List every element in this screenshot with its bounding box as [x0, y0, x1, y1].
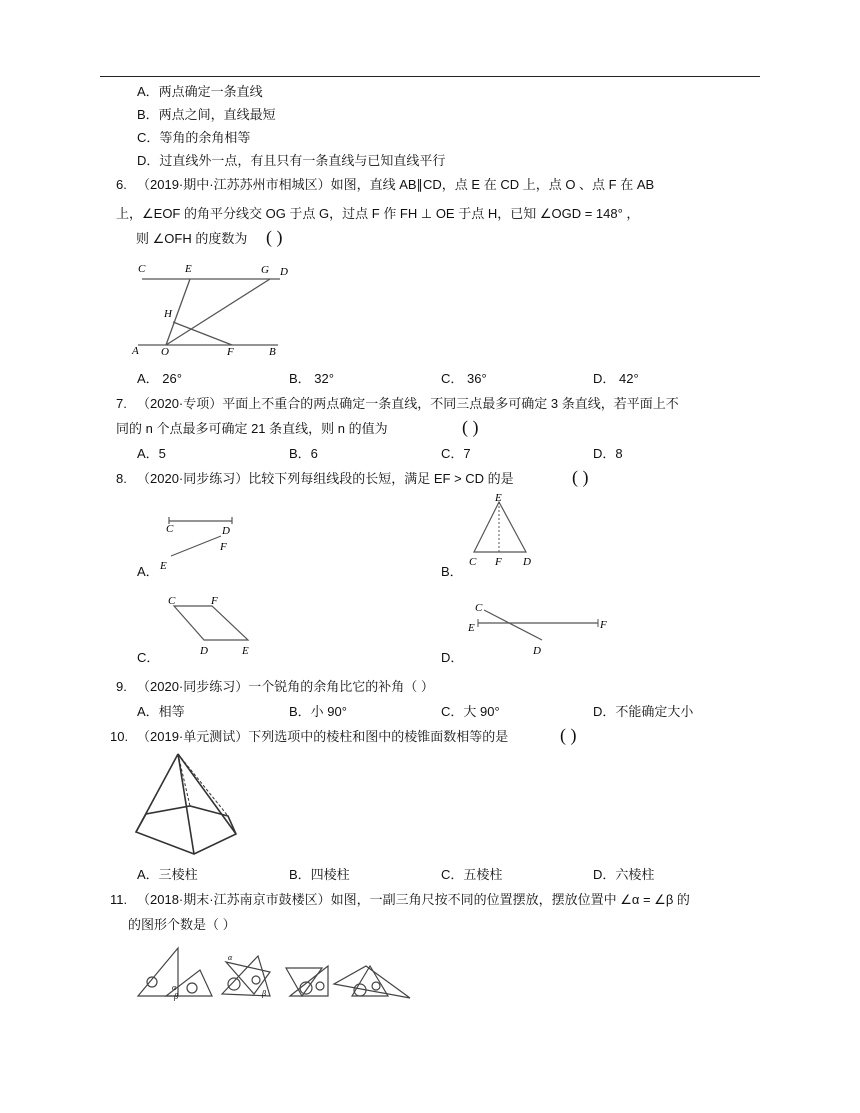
q8-answer-paren: ( )	[572, 467, 589, 487]
svg-text:F: F	[211, 595, 218, 607]
label-f: F	[227, 346, 234, 358]
label-g: G	[261, 264, 269, 276]
q5-option-b: B．两点之间，直线最短	[137, 107, 276, 122]
q6-option-d: D． 42°	[593, 371, 639, 386]
svg-text:α: α	[228, 953, 233, 962]
segment-og	[166, 279, 270, 345]
svg-text:α: α	[172, 983, 177, 992]
q5-option-c: C．等角的余角相等	[137, 130, 251, 145]
q7-number: 7.	[116, 396, 127, 411]
svg-text:F: F	[220, 541, 227, 553]
q8-text-line1: （2020·同步练习）比较下列每组线段的长短，满足 EF > CD 的是	[137, 471, 514, 486]
svg-text:D: D	[523, 556, 531, 568]
q6-text-line1: （2019·期中·江苏苏州市相城区）如图，直线 AB∥CD，点 E 在 CD 上，点 O 、点 F 在 AB	[137, 177, 655, 192]
q6-text-line3: 则 ∠OFH 的度数为	[136, 231, 248, 246]
q10-option-c: C．五棱柱	[441, 867, 503, 882]
q8-option-d: D．	[441, 650, 464, 665]
q10-option-d: D．六棱柱	[593, 867, 655, 882]
q7-text-line2: 同的 n 个点最多可确定 21 条直线，则 n 的值为	[116, 421, 388, 436]
svg-text:C: C	[168, 595, 176, 607]
q5-option-d: D．过直线外一点，有且只有一条直线与已知直线平行	[137, 153, 446, 168]
label-a: A	[132, 345, 139, 357]
q9-option-c: C．大 90°	[441, 704, 500, 719]
q10-number: 10.	[110, 729, 129, 744]
q9-number: 9.	[116, 679, 127, 694]
label-e: E	[185, 263, 192, 275]
q7-option-c: C．7	[441, 446, 471, 461]
header-rule	[100, 76, 760, 77]
svg-text:β: β	[174, 992, 178, 1001]
q9-option-d: D．不能确定大小	[593, 704, 694, 719]
q10-option-b: B．四棱柱	[289, 867, 350, 882]
q7-answer-paren: ( )	[462, 417, 479, 437]
q11-number: 11.	[110, 892, 128, 907]
q7-option-b: B．6	[289, 446, 318, 461]
q8-option-c: C．	[137, 650, 160, 665]
q8-figure-a	[156, 512, 246, 576]
q8-number: 8.	[116, 471, 127, 486]
svg-text:E: E	[160, 560, 167, 572]
q6-option-b: B． 32°	[289, 371, 334, 386]
q11-text-line2: 的图形个数是（ ）	[128, 917, 236, 932]
label-b: B	[269, 346, 276, 358]
label-o: O	[161, 346, 169, 358]
q6-number: 6.	[116, 177, 127, 192]
svg-text:C: C	[166, 523, 174, 535]
svg-text:D: D	[222, 525, 230, 537]
q10-text-line1: （2019·单元测试）下列选项中的棱柱和图中的棱锥面数相等的是	[137, 729, 509, 744]
svg-text:F: F	[600, 619, 607, 631]
svg-text:E: E	[495, 492, 502, 504]
q7-option-d: D．8	[593, 446, 623, 461]
q10-answer-paren: ( )	[560, 725, 577, 745]
q5-option-a: A．两点确定一条直线	[137, 84, 263, 99]
svg-text:D: D	[200, 645, 208, 657]
svg-text:C: C	[469, 556, 477, 568]
q7-text-line1: （2020·专项）平面上不重合的两点确定一条直线，不同三点最多可确定 3 条直线，若平面上不	[137, 396, 679, 411]
q8-option-a: A．	[137, 564, 159, 579]
q9-option-b: B．小 90°	[289, 704, 347, 719]
label-d: D	[280, 266, 288, 278]
svg-text:D: D	[533, 645, 541, 657]
q6-option-a: A． 26°	[137, 371, 182, 386]
label-h: H	[164, 308, 172, 320]
svg-text:β: β	[262, 989, 266, 998]
label-c: C	[138, 263, 146, 275]
q6-answer-paren: ( )	[266, 227, 283, 247]
svg-text:E: E	[242, 645, 249, 657]
q6-text-line2: 上，∠EOF 的角平分线交 OG 于点 G，过点 F 作 FH ⊥ OE 于点 H，已知 ∠OGD = 148° ，	[116, 206, 640, 221]
svg-text:E: E	[468, 622, 475, 634]
q8-option-b: B．	[441, 564, 463, 579]
svg-text:F: F	[495, 556, 502, 568]
q11-text-line1: （2018·期末·江苏南京市鼓楼区）如图，一副三角尺按不同的位置摆放，摆放位置中 ∠α = ∠β 的	[137, 892, 690, 907]
q6-figure	[128, 258, 288, 360]
svg-text:C: C	[475, 602, 483, 614]
q9-option-a: A．相等	[137, 704, 185, 719]
q8-figure-b	[462, 490, 542, 572]
q10-option-a: A．三棱柱	[137, 867, 198, 882]
q9-text-line1: （2020·同步练习）一个锐角的余角比它的补角（ ）	[137, 679, 434, 694]
q6-option-c: C． 36°	[441, 371, 487, 386]
q8-figure-d	[462, 598, 612, 658]
q8-figure-c	[160, 592, 260, 660]
segment-fh	[173, 322, 232, 345]
q11-triangles-figure	[130, 944, 420, 1002]
q10-pyramid-figure	[128, 750, 243, 860]
q7-option-a: A．5	[137, 446, 166, 461]
